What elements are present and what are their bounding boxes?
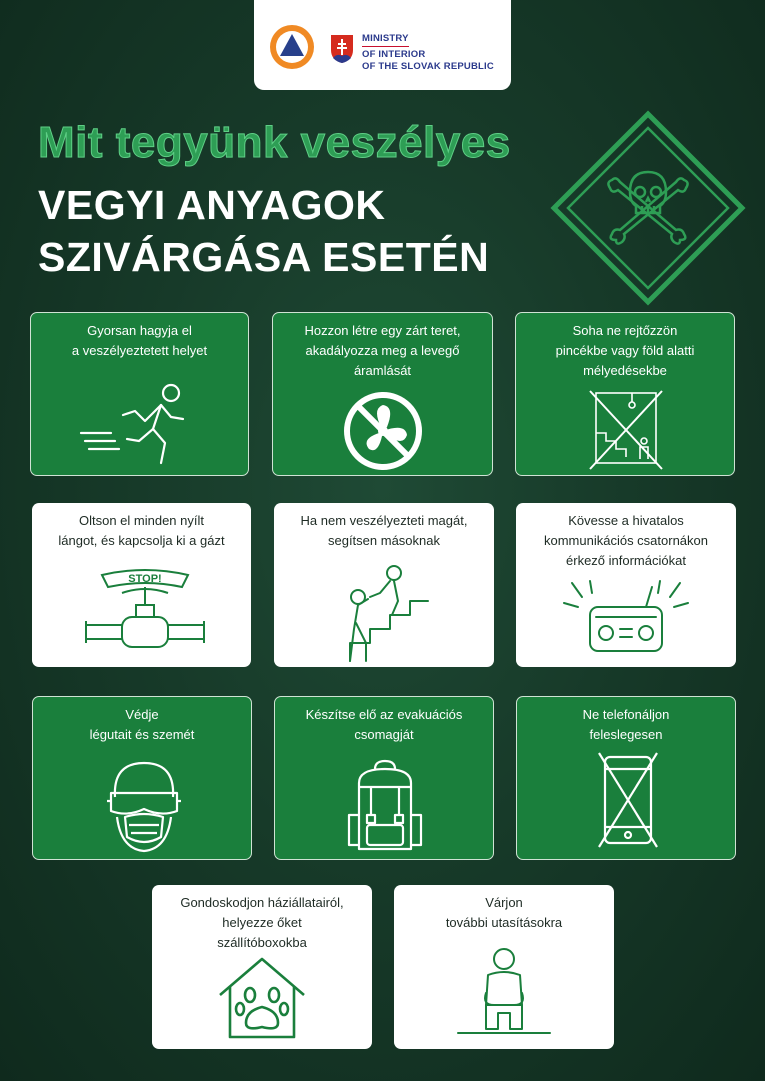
title-line-2: VEGYI ANYAGOK [38,182,386,228]
card-text-line: további utasításokra [445,915,563,930]
running-person-icon [75,381,205,469]
stop-label: STOP! [128,573,162,585]
card-protect-airways [32,696,252,860]
card-text-line: segítsen másoknak [327,533,440,548]
ministry-line-3: OF THE SLOVAK REPUBLIC [362,61,494,72]
gas-valve-stop-icon [82,565,208,657]
ministry-name [362,33,494,73]
card-text-line: Gondoskodjon háziállatairól, [180,895,344,910]
card-follow-official-info [516,503,736,667]
title-line-3: SZIVÁRGÁSA ESETÉN [38,234,490,280]
card-help-others [274,503,494,667]
slovak-crest-icon [330,34,354,64]
card-extinguish-flames [32,503,251,667]
card-text-line: Védje [125,707,159,722]
card-text-line: Ha nem veszélyezteti magát, [300,513,468,528]
card-text-line: szállítóboxokba [217,935,307,950]
card-wait-instructions [394,885,614,1049]
card-text-line: Várjon [485,895,523,910]
mask-goggles-icon [103,757,185,855]
card-text-line: érkező információkat [566,553,686,568]
card-text-line: Gyorsan hagyja el [87,323,192,338]
sitting-person-icon [454,945,554,1037]
card-text-line: pincékbe vagy föld alatti [555,343,695,358]
card-text-line: lángot, és kapcsolja ki a gázt [58,533,225,548]
card-evacuation-bag [274,696,494,860]
title-line-1: Mit tegyünk veszélyes [38,118,511,167]
ministry-line-2: OF INTERIOR [362,49,426,60]
card-text-line: helyezze őket [222,915,302,930]
card-text-line: légutait és szemét [89,727,195,742]
card-text-line: Ne telefonáljon [582,707,670,722]
header-logo-panel [254,0,511,90]
card-text-line: csomagját [354,727,414,742]
helping-hand-stairs-icon [340,563,430,663]
no-basement-icon [588,389,664,471]
no-fan-icon [341,389,425,473]
card-text-line: mélyedésekbe [583,363,667,378]
card-text-line: Hozzon létre egy zárt teret, [304,323,461,338]
card-text-line: kommunikációs csatornákon [543,533,709,548]
card-text-line: a veszélyeztetett helyet [71,343,208,358]
card-leave-area [30,312,249,476]
card-text-line: feleslegesen [589,727,663,742]
pet-house-icon [216,955,308,1041]
backpack-icon [341,757,429,853]
card-text-line: Készítse elő az evakuációs [305,707,463,722]
card-seal-room [272,312,493,476]
card-no-unnecessary-calls [516,696,736,860]
toxic-hazard-diamond-icon [550,110,746,306]
card-text-line: áramlását [353,363,412,378]
no-phone-icon [597,751,659,849]
card-text-line: Soha ne rejtőzzön [572,323,678,338]
ministry-line-1: MINISTRY [362,33,409,47]
radio-icon [560,579,692,655]
card-no-basement [515,312,735,476]
card-text-line: Oltson el minden nyílt [78,513,204,528]
civil-protection-logo-icon [269,24,315,70]
card-text-line: Kövesse a hivatalos [568,513,684,528]
card-text-line: akadályozza meg a levegő [305,343,460,358]
card-pets [152,885,372,1049]
